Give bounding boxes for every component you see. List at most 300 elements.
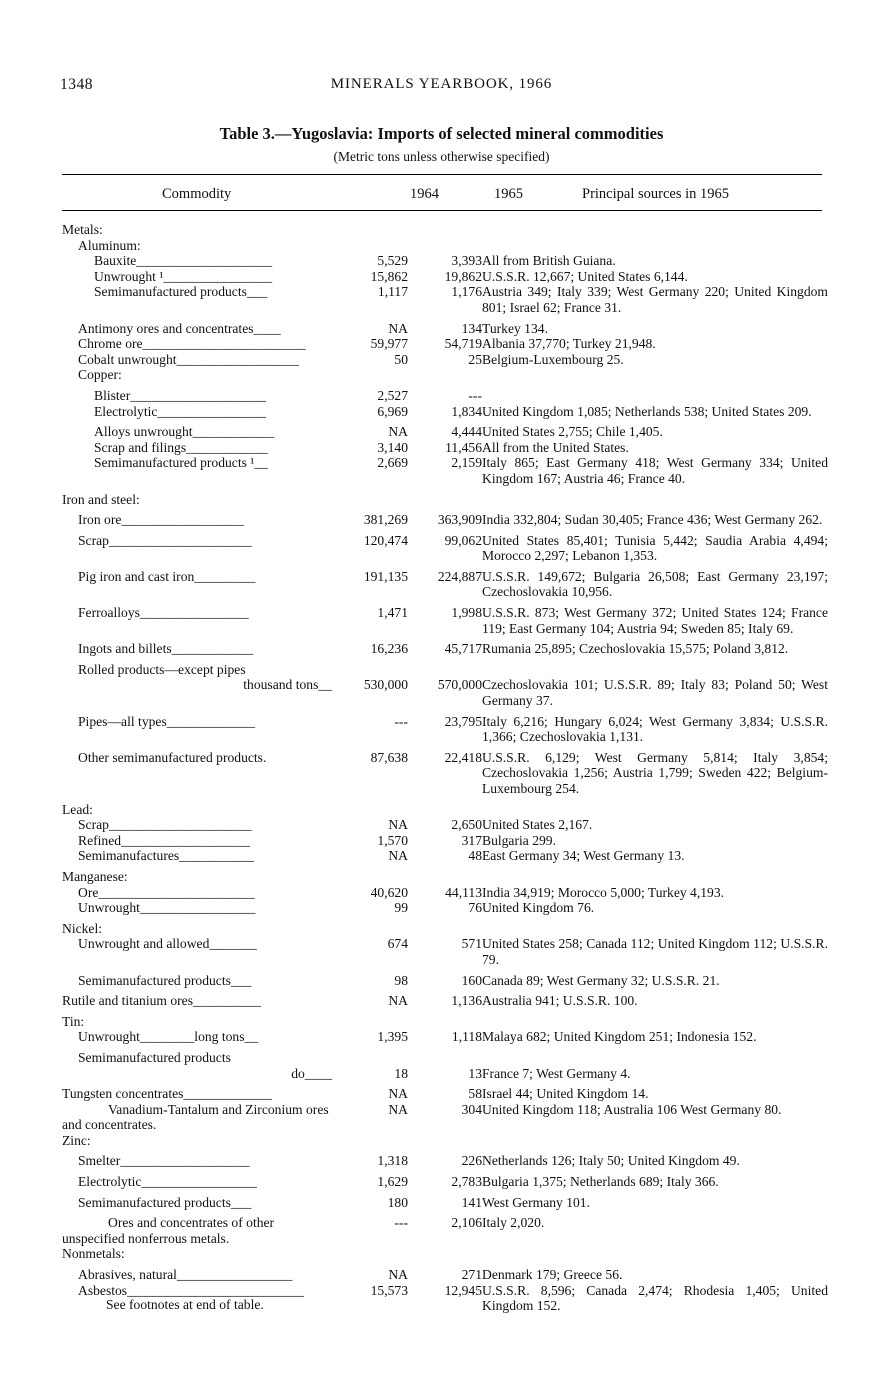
value-1965: 48 [468,848,482,864]
sources-cell [482,1050,828,1066]
table-row [62,848,828,864]
sources-cell: All from the United States. [482,439,629,455]
commodity-cell [62,802,334,818]
sources-cell [482,492,828,508]
value-1965: 13 [468,1065,482,1081]
value-1965 [408,662,482,678]
sources-cell [482,367,828,383]
commodity-cell [62,869,334,885]
commodity-label: Nickel: [62,920,103,936]
table-row [62,833,828,849]
commodity-cell [62,1029,334,1045]
value-1964: 191,135 [363,568,408,584]
value-1965: 2,106 [451,1215,482,1231]
commodity-cell [62,404,334,420]
value-1965: 304 [461,1101,482,1117]
commodity-label: Alloys unwrought____________ [94,424,275,440]
commodity-cell [62,1086,334,1102]
sources-cell: United States 258; Canada 112; United Kingdom 112; U.S.S.R. 79. [482,936,828,967]
value-1964: 530,000 [363,677,408,693]
commodity-cell [62,367,334,383]
value-1964: 1,117 [377,284,408,300]
commodity-cell [62,512,334,528]
commodity-cell [62,750,334,797]
commodity-label: Abrasives, natural_________________ [78,1267,293,1283]
value-1965: 76 [468,900,482,916]
sources-cell [482,869,828,885]
commodity-cell [62,714,334,745]
table-row [62,321,828,337]
commodity-cell [62,900,334,916]
sources-cell: United Kingdom 118; Australia 106 West Germany 80. [482,1101,782,1117]
value-1964 [334,222,408,238]
table-row [62,885,828,901]
commodity-label: Nonmetals: [62,1246,125,1262]
value-1964 [334,1014,408,1030]
value-1965 [408,222,482,238]
value-1965: 45,717 [444,641,482,657]
commodity-label: do____ [291,1065,332,1081]
commodity-cell [62,677,334,708]
value-1965: 160 [461,972,482,988]
commodity-cell [62,885,334,901]
table-row [62,269,828,285]
commodity-cell [62,352,334,368]
commodity-cell [62,284,334,315]
commodity-label: Electrolytic________________ [94,403,267,419]
value-1964: 5,529 [377,253,408,269]
table-rule-middle [62,210,822,211]
value-1964: NA [388,817,408,833]
value-1964: 87,638 [370,749,408,765]
value-1965: 224,887 [437,568,482,584]
sources-cell: Albania 37,770; Turkey 21,948. [482,336,656,352]
commodity-cell [62,1174,334,1190]
table-title: Table 3.—Yugoslavia: Imports of selected mineral commodities [219,124,664,143]
value-1964: NA [388,1086,408,1102]
commodity-label: Ore_______________________ [78,884,255,900]
commodity-cell [62,388,334,404]
table-row [62,993,828,1009]
value-1965: 2,650 [451,817,482,833]
commodity-cell [62,973,334,989]
table-row [62,1215,828,1246]
sources-cell [482,1133,828,1149]
table-row [62,1102,828,1133]
value-1964: 15,573 [370,1282,408,1298]
table-row [62,900,828,916]
commodity-label: Rolled products—except pipes [78,661,246,677]
commodity-label: Refined___________________ [78,832,251,848]
value-1964: 18 [394,1065,408,1081]
commodity-cell [62,424,334,440]
sources-cell: United States 85,401; Tunisia 5,442; Saudia Arabia 4,494; Morocco 2,297; Lebanon 1,353. [482,532,828,564]
table-row [62,367,828,383]
sources-cell: United States 2,755; Chile 1,405. [482,424,663,440]
table-row [62,662,828,678]
value-1965 [408,869,482,885]
table-row [62,802,828,818]
table-row [62,1014,828,1030]
value-1964 [334,802,408,818]
commodity-label: Scrap_____________________ [78,532,252,548]
value-1965: 2,159 [451,455,482,471]
sources-cell: Belgium-Luxembourg 25. [482,351,624,367]
sources-cell: West Germany 101. [482,1194,591,1210]
commodity-cell [62,1153,334,1169]
commodity-cell [62,817,334,833]
value-1964: 40,620 [370,884,408,900]
sources-cell: United Kingdom 76. [482,900,595,916]
table-row [62,1066,828,1082]
commodity-label: Pipes—all types_____________ [78,713,256,729]
table-row [62,424,828,440]
table-row [62,533,828,564]
table-row [62,1195,828,1211]
sources-cell: Netherlands 126; Italy 50; United Kingdom 49. [482,1153,740,1169]
value-1964: --- [394,713,408,729]
commodity-cell [62,1102,334,1133]
commodity-label: Semimanufactured products ¹__ [94,455,268,471]
value-1965: 1,834 [451,403,482,419]
value-1964: 2,527 [377,387,408,403]
sources-cell: Israel 44; United Kingdom 14. [482,1086,649,1102]
value-1964: 16,236 [370,641,408,657]
table-row [62,440,828,456]
commodity-label: Aluminum: [78,237,141,253]
column-header-1964: 1964 [410,186,439,202]
sources-cell: Italy 865; East Germany 418; West Germany 334; United Kingdom 167; Austria 46; France 40. [482,455,828,486]
value-1964: 6,969 [377,403,408,419]
commodity-label: Blister____________________ [94,387,267,403]
table-row [62,222,828,238]
value-1964: 50 [394,351,408,367]
table-row [62,677,828,708]
value-1964: 15,862 [370,268,408,284]
commodity-cell [62,1014,334,1030]
sources-cell: U.S.S.R. 12,667; United States 6,144. [482,268,688,284]
value-1965: 317 [461,832,482,848]
commodity-label: Tin: [62,1013,85,1029]
commodity-label: Antimony ores and concentrates____ [78,320,281,336]
table-row [62,1174,828,1190]
sources-cell: Canada 89; West Germany 32; U.S.S.R. 21. [482,972,720,988]
commodity-label: Zinc: [62,1132,91,1148]
sources-cell: East Germany 34; West Germany 13. [482,848,685,864]
commodity-cell [62,1066,334,1082]
value-1965: 44,113 [445,884,482,900]
sources-cell: Italy 6,216; Hungary 6,024; West Germany 3,834; U.S.S.R. 1,366; Czechoslovakia 1,131. [482,713,828,745]
value-1964: NA [388,993,408,1009]
commodity-cell [62,533,334,564]
table-row [62,817,828,833]
commodity-cell [62,605,334,636]
table-row [62,1050,828,1066]
commodity-label: Scrap and filings____________ [94,439,268,455]
commodity-cell [62,993,334,1009]
table-row [62,1246,828,1262]
imports-table [62,222,828,1314]
value-1964: NA [388,1101,408,1117]
commodity-label: Iron and steel: [62,491,140,507]
sources-cell: Turkey 134. [482,320,548,336]
value-1964: 59,977 [370,336,408,352]
table-rule-top [62,174,822,175]
value-1965: 226 [461,1153,482,1169]
sources-cell [482,1246,828,1262]
commodity-cell [62,1050,334,1066]
table-row [62,921,828,937]
sources-cell [482,662,828,678]
value-1965: 58 [468,1086,482,1102]
sources-cell: United States 2,167. [482,817,593,833]
value-1965: --- [468,387,482,403]
value-1964 [334,662,408,678]
value-1964: 1,318 [377,1153,408,1169]
value-1964: NA [388,320,408,336]
sources-cell: Denmark 179; Greece 56. [482,1267,623,1283]
sources-cell [482,238,828,254]
value-1964: 1,471 [377,605,408,621]
page-number: 1348 [60,76,93,93]
commodity-cell [62,833,334,849]
commodity-label: thousand tons__ [243,677,332,693]
commodity-label: Asbestos__________________________ [78,1282,304,1298]
table-row [62,253,828,269]
value-1964: 381,269 [363,512,408,528]
table-column-headers [62,186,822,206]
value-1965: 25 [468,351,482,367]
sources-cell: India 332,804; Sudan 30,405; France 436; West Germany 262. [482,512,823,528]
value-1964: 120,474 [363,532,408,548]
table-footnote: See footnotes at end of table. [106,1297,264,1312]
table-row [62,1267,828,1283]
value-1965: 1,176 [451,284,482,300]
value-1965 [408,1246,482,1262]
commodity-cell [62,492,334,508]
sources-cell: France 7; West Germany 4. [482,1065,631,1081]
value-1964 [334,1050,408,1066]
sources-cell: Malaya 682; United Kingdom 251; Indonesia 152. [482,1029,757,1045]
value-1964: 3,140 [377,439,408,455]
value-1965: 4,444 [451,424,482,440]
table-row [62,1133,828,1149]
commodity-cell [62,238,334,254]
commodity-cell [62,921,334,937]
sources-cell [482,802,828,818]
commodity-label: Manganese: [62,868,128,884]
commodity-cell [62,336,334,352]
commodity-label: Electrolytic_________________ [78,1174,257,1190]
table-row [62,512,828,528]
value-1965: 19,862 [444,268,482,284]
table-row [62,336,828,352]
value-1965: 3,393 [451,253,482,269]
commodity-label: Unwrought ¹________________ [94,268,273,284]
sources-cell: Bulgaria 299. [482,832,556,848]
value-1964: NA [388,424,408,440]
commodity-label: Smelter___________________ [78,1153,250,1169]
column-header-commodity: Commodity [162,186,232,202]
value-1964 [334,1133,408,1149]
sources-cell: India 34,919; Morocco 5,000; Turkey 4,193. [482,884,725,900]
value-1965 [408,238,482,254]
commodity-label: Scrap_____________________ [78,817,252,833]
value-1965 [408,367,482,383]
commodity-cell [62,269,334,285]
value-1964 [334,869,408,885]
value-1964 [334,238,408,254]
sources-cell: Austria 349; Italy 339; West Germany 220; United Kingdom 801; Israel 62; France 31. [482,284,828,315]
table-row [62,973,828,989]
commodity-cell [62,222,334,238]
commodity-label: Vanadium-Tantalum and Zirconium ores and concentrates. [62,1101,329,1133]
table-row [62,404,828,420]
commodity-label: Copper: [78,367,122,383]
table-row [62,455,828,486]
sources-cell: U.S.S.R. 8,596; Canada 2,474; Rhodesia 1,405; United Kingdom 152. [482,1282,828,1314]
commodity-label: Rutile and titanium ores__________ [62,993,261,1009]
table-subtitle: (Metric tons unless otherwise specified) [333,149,550,164]
value-1965: 54,719 [444,336,482,352]
commodity-cell [62,440,334,456]
value-1964 [334,1246,408,1262]
value-1964: 98 [394,972,408,988]
value-1965 [408,492,482,508]
value-1965: 23,795 [444,713,482,729]
value-1964: NA [388,848,408,864]
commodity-label: Semimanufactured products___ [94,284,268,300]
commodity-cell [62,936,334,967]
value-1964: NA [388,1267,408,1283]
table-row [62,869,828,885]
commodity-cell [62,321,334,337]
value-1965: 1,118 [451,1029,482,1045]
table-row [62,750,828,797]
value-1965 [408,802,482,818]
value-1964 [334,367,408,383]
sources-cell [482,1014,828,1030]
table-row [62,641,828,657]
table-row [62,936,828,967]
commodity-cell [62,1133,334,1149]
table-row [62,284,828,315]
table-row [62,1029,828,1045]
value-1965: 363,909 [437,512,482,528]
value-1965: 141 [461,1194,482,1210]
value-1964: 99 [394,900,408,916]
commodity-cell [62,641,334,657]
value-1965: 2,783 [451,1174,482,1190]
value-1965: 570,000 [437,677,482,693]
value-1965 [408,921,482,937]
commodity-cell [62,1195,334,1211]
table-row [62,492,828,508]
sources-cell: U.S.S.R. 873; West Germany 372; United States 124; France 119; East Germany 104; Austria 94; Sweden 85; Italy 69. [482,605,828,636]
sources-cell: All from British Guiana. [482,253,616,269]
commodity-label: Metals: [62,222,103,237]
sources-cell [482,222,828,238]
value-1964: 674 [387,936,408,952]
sources-cell: U.S.S.R. 149,672; Bulgaria 26,508; East Germany 23,197; Czechoslovakia 10,956. [482,568,828,600]
commodity-cell [62,569,334,600]
value-1965 [408,1133,482,1149]
table-row [62,714,828,745]
commodity-label: Unwrought and allowed_______ [78,936,257,952]
value-1965: 571 [461,936,482,952]
commodity-label: Other semimanufactured products. [78,749,267,765]
commodity-cell [62,1246,334,1262]
sources-cell: Rumania 25,895; Czechoslovakia 15,575; Poland 3,812. [482,641,789,657]
sources-cell [482,921,828,937]
sources-cell: Italy 2,020. [482,1215,545,1231]
sources-cell [482,388,828,404]
commodity-label: Ores and concentrates of other unspecified nonferrous metals. [62,1215,275,1246]
value-1964: 180 [387,1194,408,1210]
value-1965: 134 [461,320,482,336]
commodity-cell [62,848,334,864]
commodity-label: Ingots and billets____________ [78,641,254,657]
commodity-label: Ferroalloys________________ [78,605,249,621]
table-row [62,238,828,254]
value-1964: 1,570 [377,832,408,848]
column-header-sources: Principal sources in 1965 [582,186,729,202]
value-1965: 99,062 [444,532,482,548]
value-1964: 1,395 [377,1029,408,1045]
commodity-label: Lead: [62,801,93,817]
table-row [62,352,828,368]
value-1965: 12,945 [444,1282,482,1298]
commodity-label: Iron ore__________________ [78,512,244,528]
running-head: MINERALS YEARBOOK, 1966 [330,76,553,92]
commodity-label: Semimanufactured products___ [78,1194,252,1210]
commodity-label: Cobalt unwrought__________________ [78,351,299,367]
commodity-cell [62,1267,334,1283]
page-header [0,76,883,96]
commodity-label: Pig iron and cast iron_________ [78,568,256,584]
commodity-label: Unwrought________long tons__ [78,1029,259,1045]
commodity-label: Chrome ore________________________ [78,336,306,352]
value-1964 [334,492,408,508]
sources-cell: Czechoslovakia 101; U.S.S.R. 89; Italy 83; Poland 50; West Germany 37. [482,677,828,709]
commodity-label: Semimanufactured products [78,1049,231,1065]
table-row [62,1153,828,1169]
commodity-cell [62,253,334,269]
value-1965: 11,456 [445,439,482,455]
value-1964: --- [394,1215,408,1231]
commodity-label: Unwrought_________________ [78,900,256,916]
commodity-label: Semimanufactures___________ [78,848,254,864]
value-1964 [334,921,408,937]
table-row [62,605,828,636]
table-body [62,222,828,1314]
value-1965 [408,1050,482,1066]
commodity-label: Semimanufactured products___ [78,972,252,988]
commodity-cell [62,1215,334,1246]
table-row [62,388,828,404]
value-1965: 22,418 [444,749,482,765]
sources-cell: United Kingdom 1,085; Netherlands 538; United States 209. [482,403,812,419]
commodity-cell [62,455,334,486]
value-1964: 2,669 [377,455,408,471]
column-header-1965: 1965 [494,186,523,202]
value-1965: 271 [461,1267,482,1283]
commodity-label: Tungsten concentrates_____________ [62,1086,272,1102]
table-row [62,1086,828,1102]
commodity-label: Bauxite____________________ [94,253,273,269]
value-1965 [408,1014,482,1030]
value-1964: 1,629 [377,1174,408,1190]
